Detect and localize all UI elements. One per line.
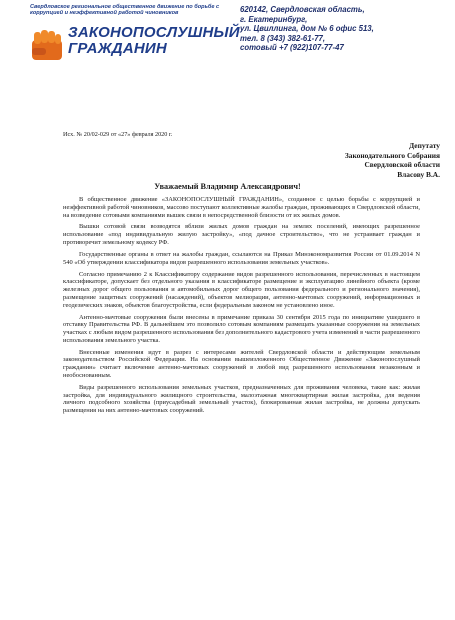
body-paragraph: В общественное движение «ЗАКОНОПОСЛУШНЫЙ ГРАЖДАНИН», созданное с целью борьбы с коррупцией и неэффективной работой чиновников, массово поступают коллективные жалобы граждан, проживающих в Свердловской области, на возведение сотовыми компаниями вышек связи в непосредственной близости от их жилых домов. [63, 196, 420, 219]
salutation: Уважаемый Владимир Александрович! [154, 182, 301, 191]
organization-name: Свердловское региональное общественное движение по борьбе с коррупцией и неэффективной работой чиновников [30, 4, 220, 17]
brand-name-line2: ГРАЖДАНИН [68, 40, 167, 57]
addressee-block [290, 141, 440, 179]
contact-line: сотовый +7 (922)107-77-47 [240, 43, 344, 53]
fist-emblem-icon [30, 26, 64, 62]
body-paragraph: Государственные органы в ответ на жалобы граждан, ссылаются на Приказ Минэкономразвития России от 01.09.2014 N 540 «Об утверждении классификатора видов разрешенного использования земельных участков». [63, 250, 420, 266]
body-paragraph: Вышки сотовой связи возводятся вблизи жилых домов граждан на землях поселений, имеющих разрешенное использование «под индивидуальную жилую застройку», «под дачное строительство», что не устраивает граждан и противоречит земельному кодексу РФ. [63, 223, 420, 246]
addressee-line: Законодательного Собрания [344, 150, 440, 160]
body-paragraph: Антенно-мачтовые сооружения были внесены в примечание приказа 30 сентября 2015 года по инициативе ушедшего в отставку Правительства РФ. В дальнейшем это позволило сотовым компаниям размещать указанные сооружения на земельных участках с любым видом разрешенного использования без дополнительного кадастрового учета изменений в части разрешенного использования земельного участка. [63, 313, 420, 344]
body-paragraph: Внесенные изменения идут в разрез с интересами жителей Свердловской области и действующим земельным законодательством Российской Федерации. На основании вышеизложенного Общественное Движение «Законопослушный гражданин» считает включение антенно-мачтовых сооружений в любой вид разрешенного использования незаконным и необоснованным. [63, 348, 420, 379]
contact-line: тел. 8 (343) 382-61-77, [240, 33, 326, 43]
addressee-line: Свердловской области [364, 160, 440, 170]
addressee-line: Депутату [409, 141, 440, 150]
contact-line: 620142, Свердловская область, [240, 5, 365, 14]
body-paragraph: Виды разрешенного использования земельных участков, предназначенных для проживания человека, такие как: жилая застройка, для индивидуального жилищного строительства, малоэтажная многоквартирная жилая застройка, для ведения личного подсобного хозяйства (приусадебный земельный участок), блокированная жилая застройка, не должны допускать размещения на них антенно-мачтовых сооружений. [63, 383, 420, 415]
contact-line: ул. Цвиллинга, дом № 6 офис 513, [240, 24, 374, 34]
outgoing-reference: Исх. № 20/02-029 от «27» февраля 2020 г. [63, 131, 173, 138]
brand-name [68, 25, 240, 57]
brand-logo [30, 20, 240, 66]
letterhead-logo-block [30, 4, 240, 57]
contact-line: г. Екатеринбург, [240, 14, 308, 24]
letterhead-contacts [240, 5, 445, 53]
brand-name-line1: ЗАКОНОПОСЛУШНЫЙ [68, 24, 240, 41]
body-paragraph: Согласно примечанию 2 к Классификатору содержание видов разрешенного использования, перечисленных в настоящем классификаторе, допускает без отдельного указания в классификаторе размещение и эксплуатацию линейного объекта (кроме железных дорог общего пользования и автомобильных дорог общего пользования федерального и регионального значения), размещение защитных сооружений (насаждений), объектов мелиорации, антенно-мачтовых сооружений, информационных и геодезических знаков, объектов благоустройства, если федеральным законом не установлено иное. [63, 270, 420, 309]
letter-body [63, 196, 420, 419]
addressee-line: Власову В.А. [397, 169, 440, 179]
